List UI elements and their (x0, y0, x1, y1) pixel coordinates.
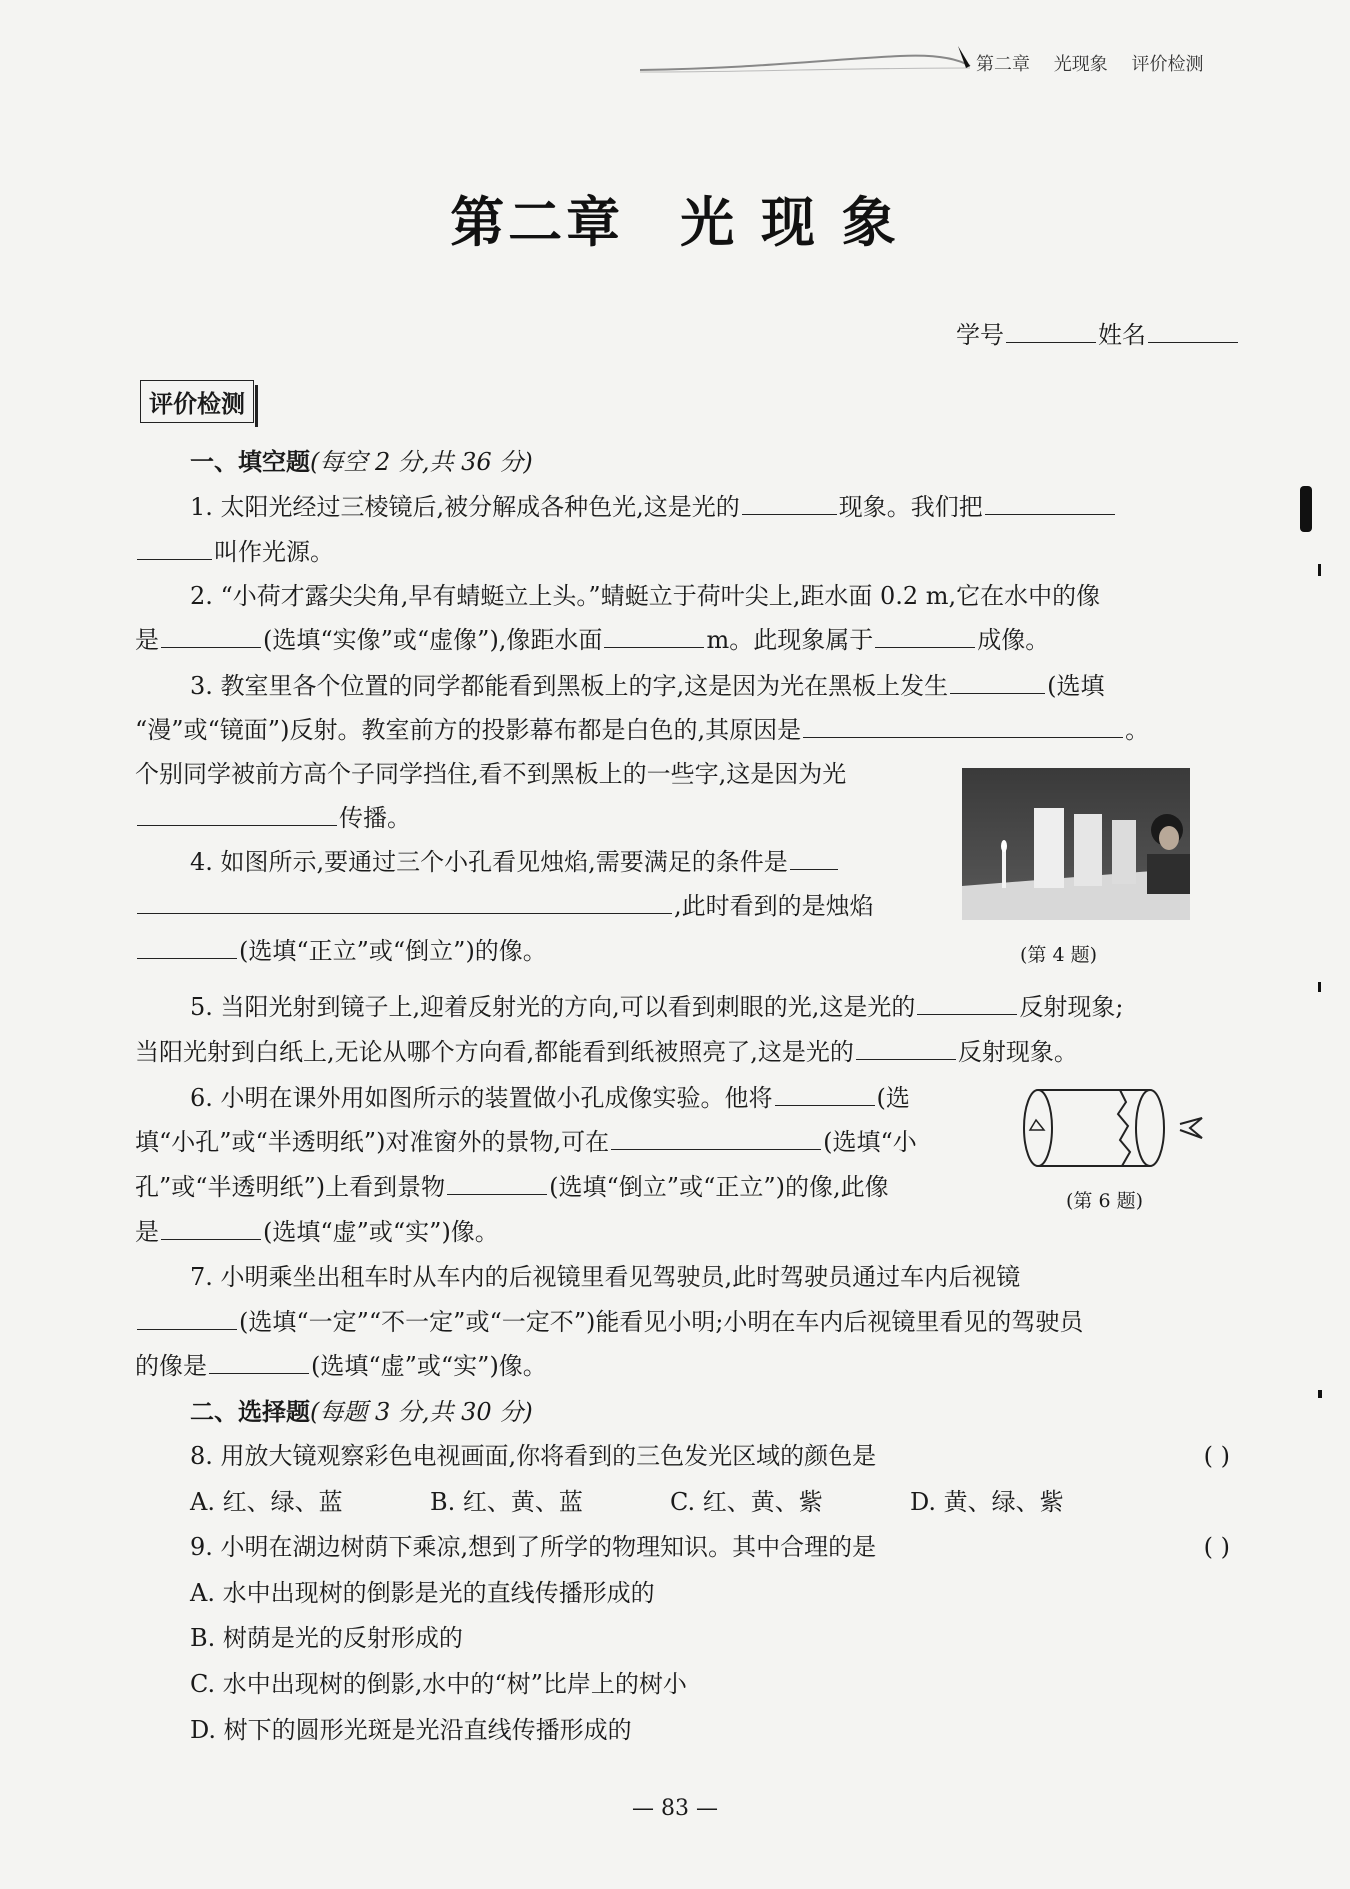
q2-blank-3[interactable] (875, 625, 975, 648)
student-name-field[interactable] (1148, 320, 1238, 343)
q9-option-c[interactable]: C. 水中出现树的倒影,水中的“树”比岸上的树小 (190, 1670, 687, 1698)
q3-line2: “漫”或“镜面”)反射。教室前方的投影幕布都是白色的,其原因是 。 (135, 716, 1150, 744)
q7-blank-1[interactable] (137, 1307, 237, 1330)
part2-heading: 二、选择题(每题 3 分,共 30 分) (190, 1398, 533, 1426)
figure-q6-caption: (第 6 题) (1066, 1190, 1143, 1212)
header-section: 评价检测 (1131, 54, 1204, 75)
chapter-name: 光 现 象 (680, 190, 900, 254)
q6-blank-1[interactable] (775, 1083, 875, 1106)
q2-line1: 2. “小荷才露尖尖角,早有蜻蜓立上头。”蜻蜓立于荷叶尖上,距水面 0.2 m,它在水中的像 (190, 582, 1101, 610)
q6-line1: 6. 小明在课外用如图所示的装置做小孔成像实验。他将 (选 (190, 1084, 910, 1112)
q1-line1: 1. 太阳光经过三棱镜后,被分解成各种色光,这是光的 现象。我们把 (190, 491, 1285, 523)
q4-line2: ,此时看到的是烛焰 (135, 890, 1230, 922)
q4-blank-2[interactable] (137, 936, 237, 959)
q7-line2: (选填“一定”“不一定”或“一定不”)能看见小明;小明在车内后视镜里看见的驾驶员 (135, 1306, 1230, 1338)
chapter-title (0, 180, 1350, 257)
q9-stem: 9. 小明在湖边树荫下乘凉,想到了所学的物理知识。其中合理的是 ( ) (190, 1533, 1230, 1561)
q7-line3: 的像是 (选填“虚”或“实”)像。 (135, 1352, 547, 1380)
q1-blank-2[interactable] (985, 492, 1115, 515)
q2-line2: 是 (选填“实像”或“虚像”),像距水面 m。此现象属于 成像。 (135, 626, 1050, 654)
figure-q4-caption: (第 4 题) (1020, 944, 1097, 966)
q4-line3: (选填“正立”或“倒立”)的像。 (135, 935, 1230, 967)
q3-line1: 3. 教室里各个位置的同学都能看到黑板上的字,这是因为光在黑板上发生 (选填 (190, 672, 1105, 700)
q1-blank-3[interactable] (137, 537, 212, 560)
figure-q6-pinhole-camera (1020, 1080, 1205, 1180)
figure-q4-photo (962, 768, 1190, 920)
scan-mark (1318, 982, 1321, 992)
q5-blank-2[interactable] (856, 1037, 956, 1060)
q9-option-d[interactable]: D. 树下的圆形光斑是光沿直线传播形成的 (190, 1716, 632, 1744)
q1-line2: 叫作光源。 (135, 536, 1230, 568)
q7-line1: 7. 小明乘坐出租车时从车内的后视镜里看见驾驶员,此时驾驶员通过车内后视镜 (190, 1263, 1021, 1291)
q8-stem: 8. 用放大镜观察彩色电视画面,你将看到的三色发光区域的颜色是 ( ) (190, 1442, 1230, 1470)
running-header (640, 38, 1240, 88)
q4-blank-1[interactable] (790, 847, 838, 870)
q6-blank-2[interactable] (611, 1127, 821, 1150)
q2-blank-1[interactable] (161, 625, 261, 648)
q8-answer-box[interactable]: ( ) (1203, 1442, 1230, 1470)
q9-option-b[interactable]: B. 树荫是光的反射形成的 (190, 1624, 463, 1652)
scan-mark (1318, 1390, 1322, 1398)
q6-blank-4[interactable] (161, 1217, 261, 1240)
header-topic: 光现象 (1053, 54, 1108, 75)
student-id-field[interactable] (1006, 320, 1096, 343)
q2-blank-2[interactable] (604, 625, 704, 648)
scan-mark (1318, 564, 1321, 576)
q8-option-c[interactable]: C. 红、黄、紫 (670, 1488, 823, 1516)
q4-line1: 4. 如图所示,要通过三个小孔看见烛焰,需要满足的条件是 (190, 846, 1285, 878)
q3-blank-1[interactable] (950, 671, 1045, 694)
student-id-label: 学号 (956, 321, 1004, 349)
q5-blank-1[interactable] (917, 992, 1017, 1015)
q3-blank-3[interactable] (137, 803, 337, 826)
q6-line4: 是 (选填“虚”或“实”)像。 (135, 1218, 499, 1246)
q5-line1: 5. 当阳光射到镜子上,迎着反射光的方向,可以看到刺眼的光,这是光的 反射现象; (190, 993, 1124, 1021)
q6-line2: 填“小孔”或“半透明纸”)对准窗外的景物,可在 (选填“小 (135, 1128, 917, 1156)
q9-answer-box[interactable]: ( ) (1203, 1533, 1230, 1561)
page-number: — 83 — (632, 1796, 718, 1821)
q8-option-a[interactable]: A. 红、绿、蓝 (190, 1488, 343, 1516)
student-name-label: 姓名 (1098, 321, 1146, 349)
section-label: 评价检测 (140, 380, 254, 423)
q3-blank-2[interactable] (803, 715, 1123, 738)
q9-option-a[interactable]: A. 水中出现树的倒影是光的直线传播形成的 (190, 1579, 655, 1607)
q3-line3: 个别同学被前方高个子同学挡住,看不到黑板上的一些字,这是因为光 (135, 760, 847, 788)
scan-mark (1300, 486, 1312, 532)
student-info (956, 315, 1240, 350)
q1-blank-1[interactable] (742, 492, 837, 515)
header-chapter: 第二章 (976, 54, 1030, 75)
q3-line4: 传播。 (135, 802, 1230, 834)
part1-heading: 一、填空题(每空 2 分,共 36 分) (190, 448, 533, 476)
q5-line2: 当阳光射到白纸上,无论从哪个方向看,都能看到纸被照亮了,这是光的 反射现象。 (135, 1038, 1078, 1066)
q4-blank-1-cont[interactable] (137, 891, 672, 914)
q8-option-d[interactable]: D. 黄、绿、紫 (910, 1488, 1064, 1516)
q6-line3: 孔”或“半透明纸”)上看到景物 (选填“倒立”或“正立”)的像,此像 (135, 1173, 889, 1201)
chapter-number: 第二章 (450, 190, 625, 254)
q6-blank-3[interactable] (447, 1172, 547, 1195)
q7-blank-2[interactable] (209, 1351, 309, 1374)
q8-option-b[interactable]: B. 红、黄、蓝 (430, 1488, 583, 1516)
